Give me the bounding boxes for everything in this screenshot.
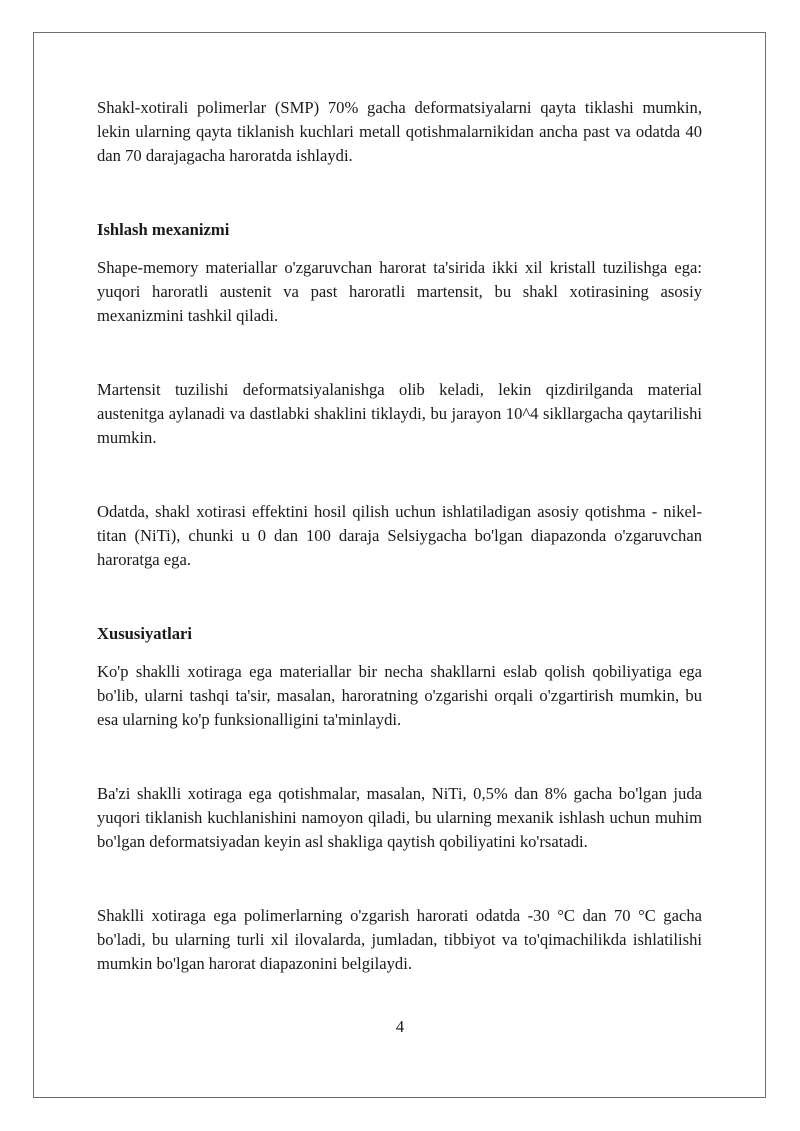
paragraph-polymer-temperature: Shaklli xotiraga ega polimerlarning o'zgarish harorati odatda -30 °C dan 70 °C gacha bo'ladi, bu ularning turli xil ilovalarda, jumladan, tibbiyot va to'qimachilikda ishlatilishi mumkin bo'lgan harorat diapazonini belgilaydi. bbox=[97, 906, 702, 973]
paragraph-recovery-strain: Ba'zi shaklli xotiraga ega qotishmalar, masalan, NiTi, 0,5% dan 8% gacha bo'lgan juda yuqori tiklanish kuchlanishini namoyon qiladi, bu ularning mexanik ishlash uchun muhim bo'lgan deformatsiyadan keyin asl shakliga qaytish qobiliyatini ko'rsatadi. bbox=[97, 784, 702, 851]
paragraph-multi-shape-memory: Ko'p shaklli xotiraga ega materiallar bir necha shakllarni eslab qolish qobiliyatiga ega bo'lib, ularni tashqi ta'sir, masalan, haroratning o'zgarishi orqali o'zgartirish mumkin, bu esa ularning ko'p funksionalligini ta'minlaydi. bbox=[97, 662, 702, 729]
paragraph-crystal-structures: Shape-memory materiallar o'zgaruvchan harorat ta'sirida ikki xil kristall tuzilishga ega: yuqori haroratli austenit va past haroratli martensit, bu shakl xotirasining asosiy mexanizmini tashkil qiladi. bbox=[97, 258, 702, 325]
page-number: 4 bbox=[395, 1017, 405, 1036]
page-content bbox=[97, 96, 702, 976]
paragraph-niti-alloy: Odatda, shakl xotirasi effektini hosil qilish uchun ishlatiladigan asosiy qotishma - nikel-titan (NiTi), chunki u 0 dan 100 daraja Selsiygacha bo'lgan diapazonda o'zgaruvchan haroratga ega. bbox=[97, 502, 702, 569]
paragraph-smp-recovery: Shakl-xotirali polimerlar (SMP) 70% gacha deformatsiyalarni qayta tiklashi mumkin, lekin ularning qayta tiklanish kuchlari metall qotishmalarnikidan ancha past va odatda 40 dan 70 darajagacha haroratda ishlaydi. bbox=[97, 98, 702, 165]
paragraph-martensite: Martensit tuzilishi deformatsiyalanishga olib keladi, lekin qizdirilganda material austenitga aylanadi va dastlabki shaklini tiklaydi, bu jarayon 10^4 sikllargacha qaytarilishi mumkin. bbox=[97, 380, 702, 447]
heading-ishlash-mexanizmi: Ishlash mexanizmi bbox=[97, 220, 230, 239]
heading-xususiyatlari: Xususiyatlari bbox=[97, 624, 192, 643]
